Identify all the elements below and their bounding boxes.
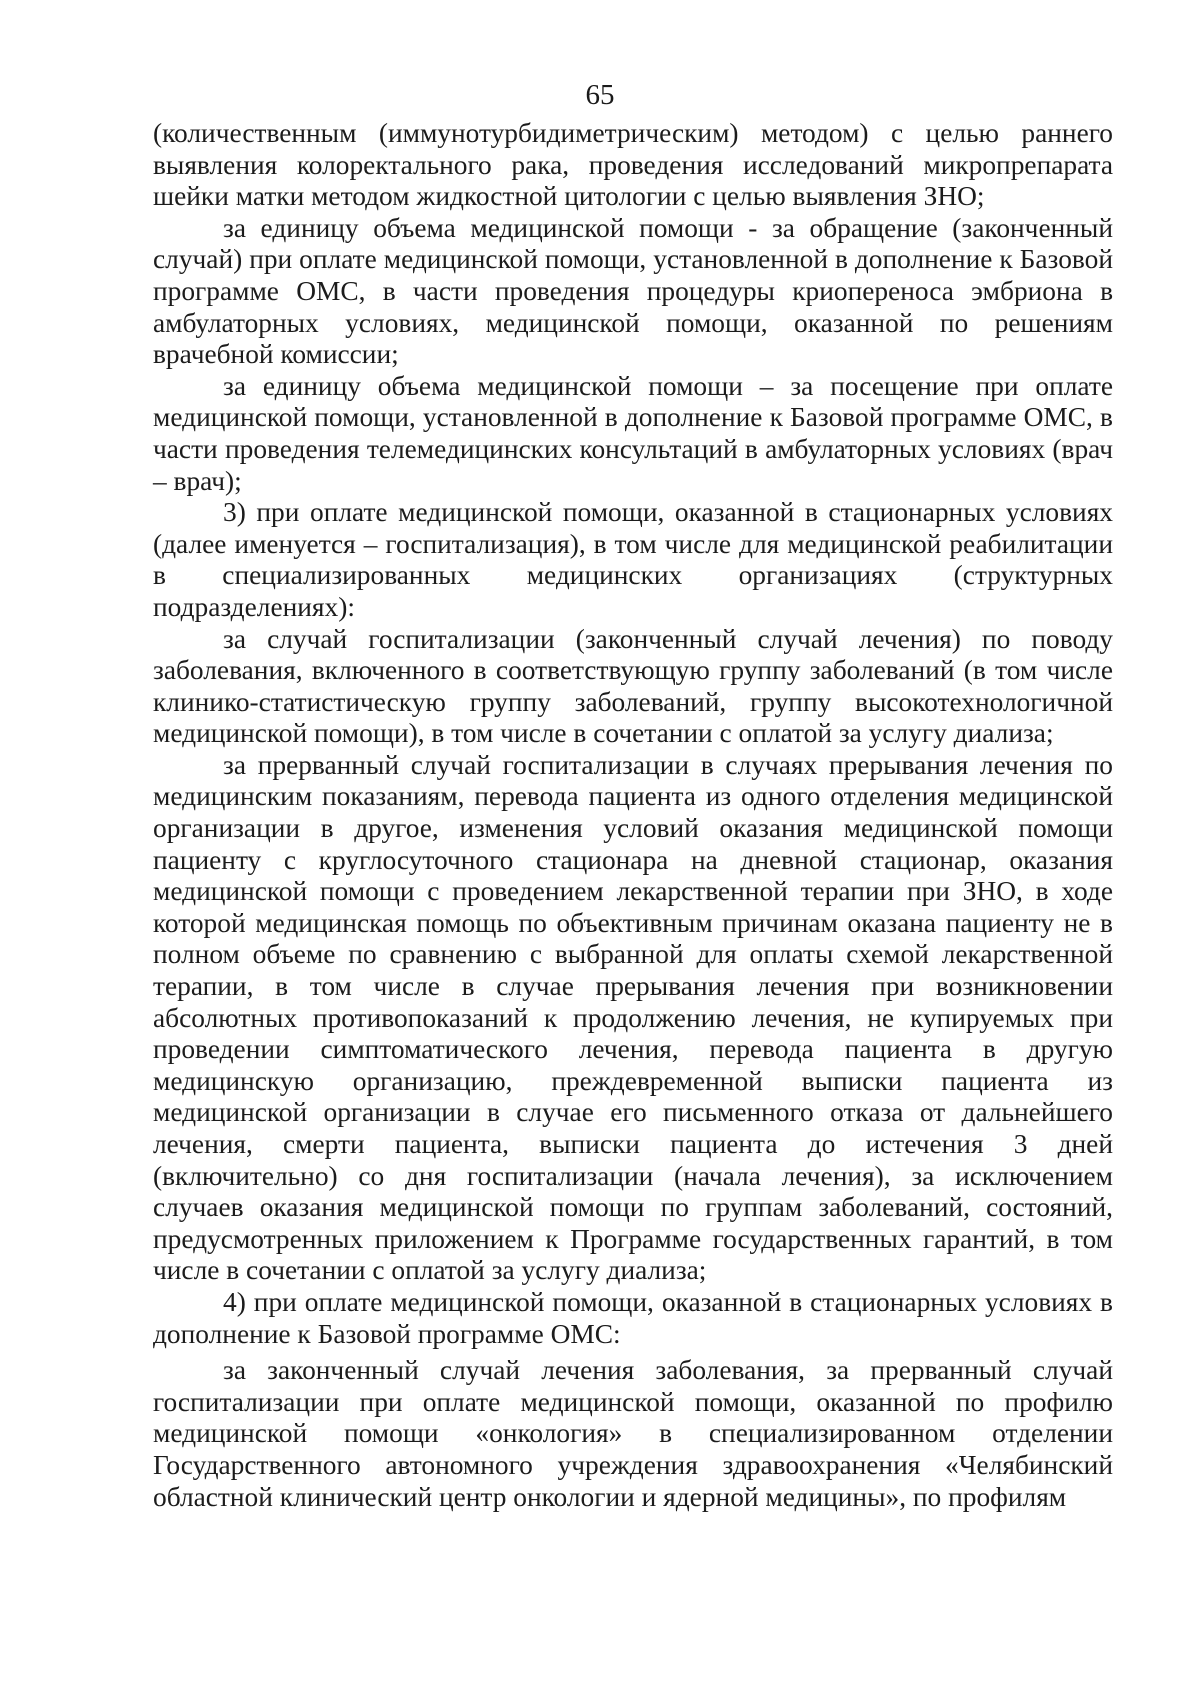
paragraph-interrupted-case: за прерванный случай госпитализации в случаях прерывания лечения по медицинским показаниям, перевода пациента из одного отделения медицинской организации в другое, изменения условий оказания медицинской помощи пациенту с круглосуточного стационара на дневной стационар, оказания медицинской помощи с проведением лекарственной терапии при ЗНО, в ходе которой медицинская помощь по объективным причинам оказана пациенту не в полном объеме по сравнению с выбранной для оплаты схемой лекарственной терапии, в том числе в случае прерывания лечения при возникновении абсолютных противопоказаний к продолжению лечения, не купируемых при проведении симптоматического лечения, перевода пациента в другую медицинскую организацию, преждевременной выписки пациента из медицинской организации в случае его письменного отказа от дальнейшего лечения, смерти пациента, выписки пациента до истечения 3 дней (включительно) со дня госпитализации (начала лечения), за исключением случаев оказания медицинской помощи по группам заболеваний, состояний, предусмотренных приложением к Программе государственных гарантий, в том числе в сочетании с оплатой за услугу диализа; — [153, 749, 1113, 1286]
paragraph-continuation: (количественным (иммунотурбидиметрическим) методом) с целью раннего выявления колоректального рака, проведения исследований микропрепарата шейки матки методом жидкостной цитологии с целью выявления ЗНО; — [153, 118, 1113, 212]
paragraph-visit-unit: за единицу объема медицинской помощи – за посещение при оплате медицинской помощи, установленной в дополнение к Базовой программе ОМС, в части проведения телемедицинских консультаций в амбулаторных условиях (врач – врач); — [153, 370, 1113, 496]
paragraph-item-4: 4) при оплате медицинской помощи, оказанной в стационарных условиях в дополнение к Базовой программе ОМС: — [153, 1286, 1113, 1349]
page-number: 65 — [585, 79, 615, 111]
paragraph-item-3: 3) при оплате медицинской помощи, оказанной в стационарных условиях (далее именуется – госпитализация), в том числе для медицинской реабилитации в специализированных медицинских организациях (структурных подразделениях): — [153, 497, 1113, 622]
paragraph-hospitalization-case: за случай госпитализации (законченный случай лечения) по поводу заболевания, включенного в соответствующую группу заболеваний (в том числе клинико-статистическую группу заболеваний, группу высокотехнологичной медицинской помощи), в том числе в сочетании с оплатой за услугу диализа; — [153, 623, 1113, 749]
document-body — [153, 118, 1113, 1513]
paragraph-oncology-case: за законченный случай лечения заболевания, за прерванный случай госпитализации при оплате медицинской помощи, оказанной по профилю медицинской помощи «онкология» в специализированном отделении Государственного автономного учреждения здравоохранения «Челябинский областной клинический центр онкологии и ядерной медицины», по профилям — [153, 1355, 1113, 1512]
paragraph-appeal-unit: за единицу объема медицинской помощи - за обращение (законченный случай) при оплате медицинской помощи, установленной в дополнение к Базовой программе ОМС, в части проведения процедуры криопереноса эмбриона в амбулаторных условиях, медицинской помощи, оказанной по решениям врачебной комиссии; — [153, 212, 1113, 370]
